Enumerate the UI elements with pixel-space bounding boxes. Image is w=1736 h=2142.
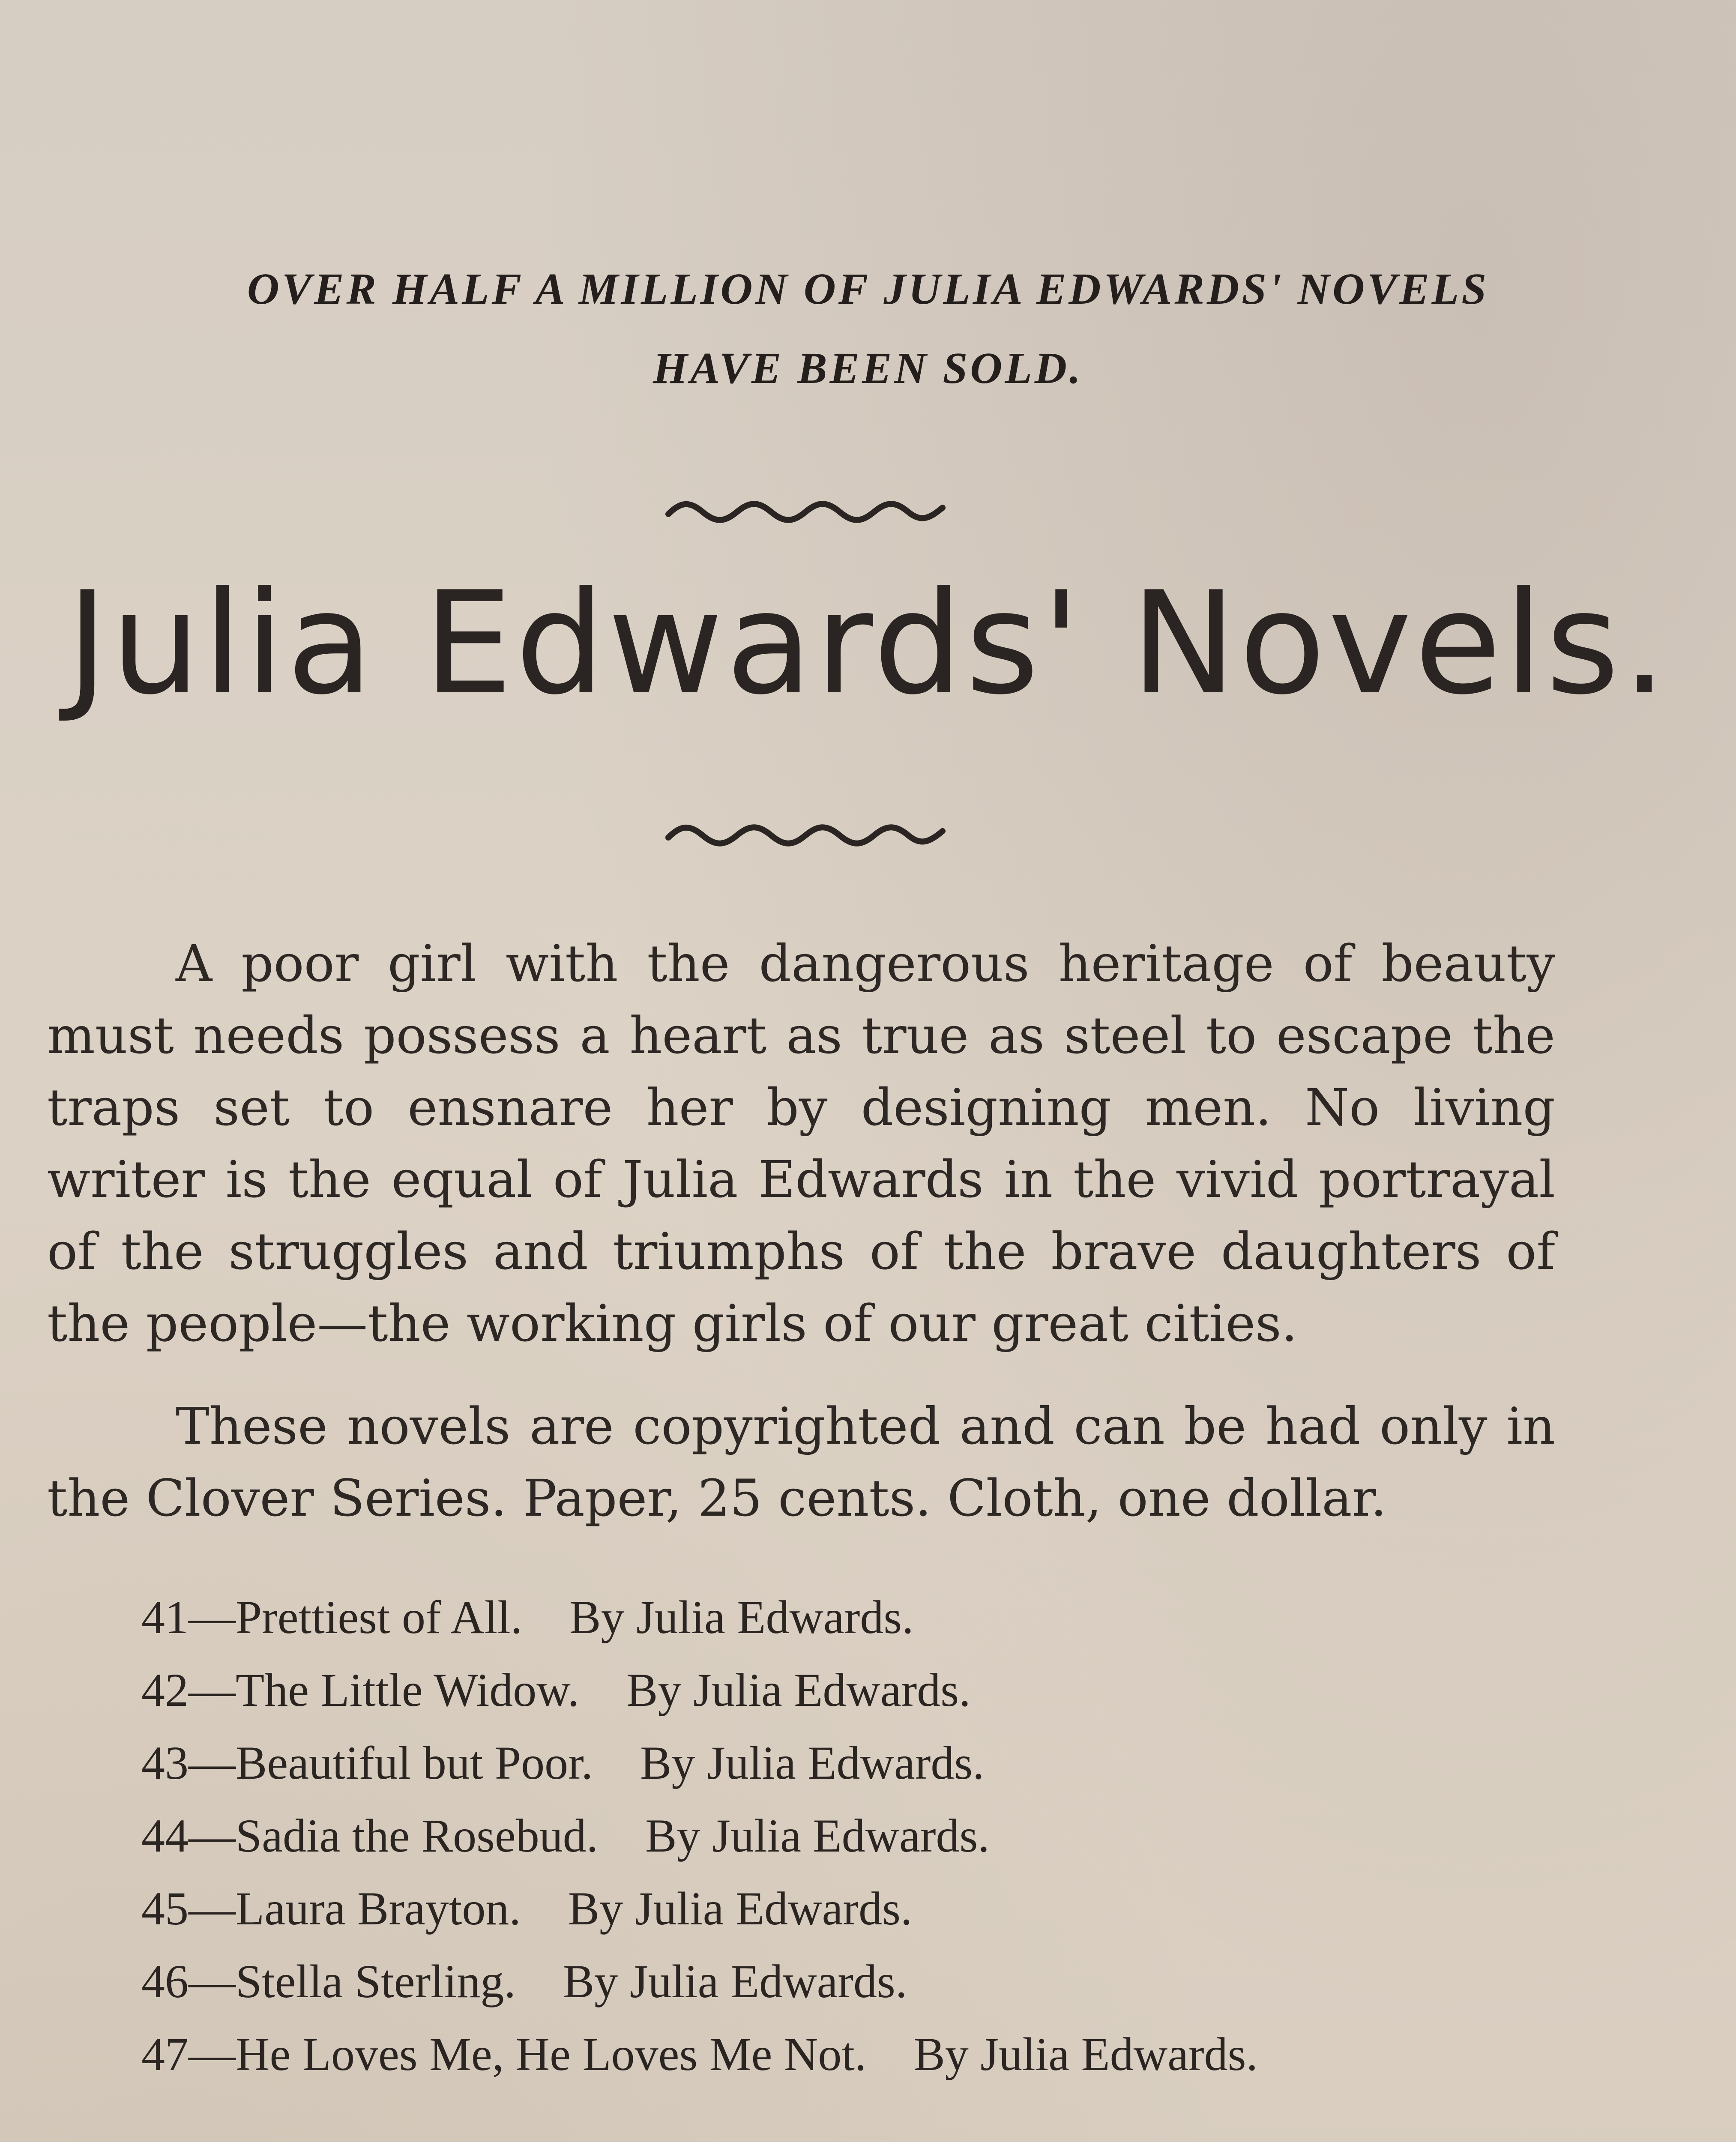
list-item — [141, 1726, 1598, 1799]
book-title: Laura Brayton. — [236, 1882, 521, 1935]
wavy-ornament-top — [664, 493, 947, 527]
list-item — [141, 1799, 1598, 1872]
book-author: By Julia Edwards. — [569, 1591, 914, 1643]
page-title: Julia Edwards' Novels. — [66, 561, 1670, 726]
list-item — [141, 2018, 1598, 2091]
book-title: Sadia the Rosebud. — [236, 1810, 599, 1862]
book-number: 44— — [141, 1810, 236, 1862]
book-author: By Julia Edwards. — [568, 1882, 913, 1935]
list-item — [141, 1581, 1598, 1654]
book-author: By Julia Edwards. — [913, 2028, 1258, 2080]
banner-line-2: HAVE BEEN SOLD. — [652, 344, 1084, 393]
book-number: 42— — [141, 1664, 236, 1716]
book-title: Beautiful but Poor. — [236, 1737, 593, 1789]
book-number: 47— — [141, 2028, 236, 2080]
book-number: 46— — [141, 1955, 236, 2007]
book-title: The Little Widow. — [236, 1664, 580, 1716]
wavy-ornament-bottom — [664, 816, 947, 850]
book-number: 43— — [141, 1737, 236, 1789]
book-title: Prettiest of All. — [236, 1591, 523, 1643]
book-author: By Julia Edwards. — [626, 1664, 971, 1716]
list-item — [141, 1872, 1598, 1945]
list-item — [141, 1945, 1598, 2018]
banner-line-1: OVER HALF A MILLION OF JULIA EDWARDS' NOVELS — [247, 264, 1489, 314]
heroines-paragraph — [47, 2140, 1555, 2142]
book-title: He Loves Me, He Loves Me Not. — [236, 2028, 867, 2080]
list-item — [141, 1654, 1598, 1726]
book-author: By Julia Edwards. — [645, 1810, 990, 1862]
book-number: 45— — [141, 1882, 236, 1935]
book-author: By Julia Edwards. — [640, 1737, 985, 1789]
book-author: By Julia Edwards. — [563, 1955, 907, 2007]
intro-paragraph: A poor girl with the dangerous heritage of beauty must needs possess a heart as true as steel to escape the traps set to ensnare her by designing men. No living writer is the equal of Julia Edwards in the vivid portrayal of the struggles and triumphs of the brave daughters of the people—the working girls of our great cities. — [47, 934, 1555, 1353]
book-number: 41— — [141, 1591, 236, 1643]
copyright-paragraph: These novels are copyrighted and can be had only in the Clover Series. Paper, 25 cents. Cloth, one dollar. — [47, 1397, 1555, 1528]
book-list — [141, 1581, 1598, 2091]
book-title: Stella Sterling. — [236, 1955, 516, 2007]
